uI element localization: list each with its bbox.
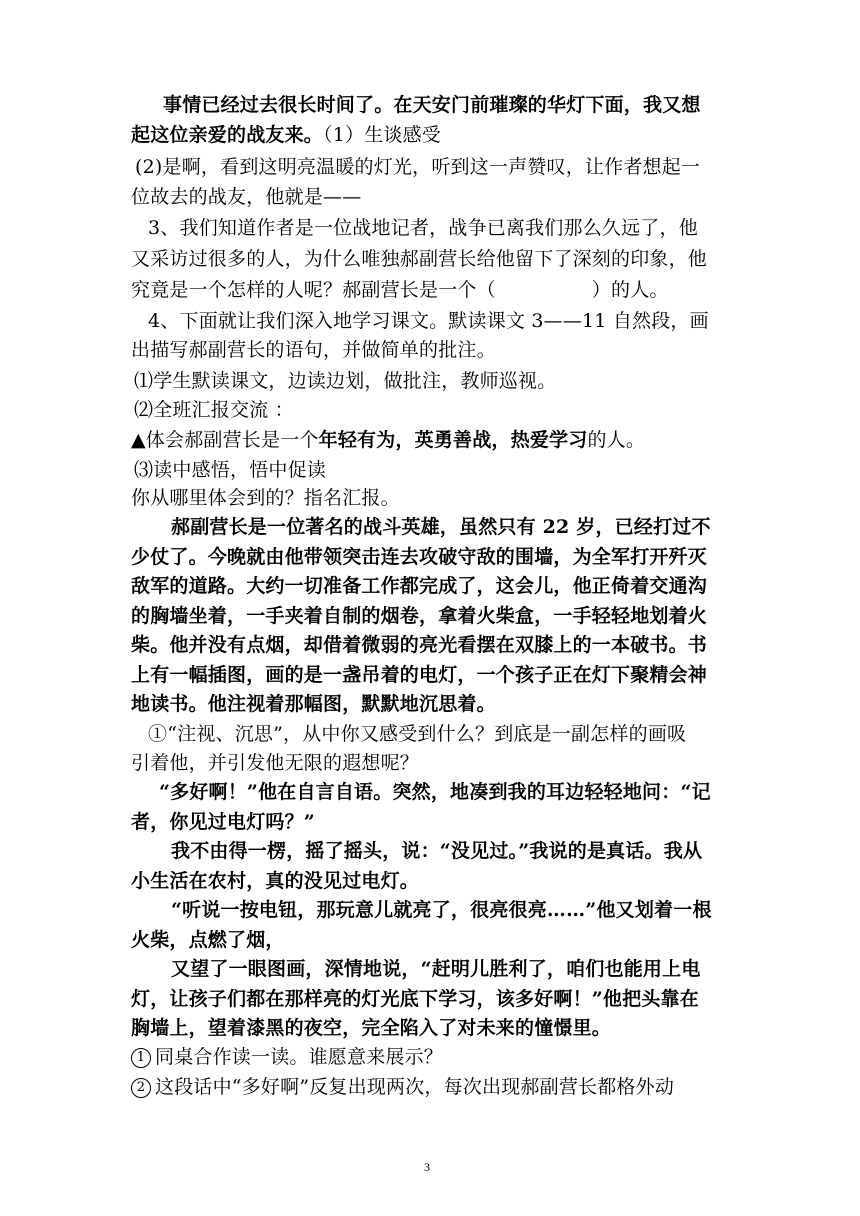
circled-number-marker: 1 xyxy=(131,1048,151,1068)
text-run: 出描写郝副营长的语句，并做简单的批注。 xyxy=(131,339,496,361)
bold-text-run: 又望了一眼图画，深情地说，“赶明儿胜利了，咱们也能用上电 xyxy=(171,958,701,980)
text-run: 究竟是一个怎样的人呢？郝副营长是一个（ ）的人。 xyxy=(131,279,669,301)
bold-text-run: 地读书。他注视着那幅图，默默地沉思着。 xyxy=(131,693,496,715)
text-line xyxy=(131,1042,443,1072)
bold-text-run: 火柴，点燃了烟， xyxy=(131,929,285,951)
page-number: 3 xyxy=(424,1160,430,1174)
text-line xyxy=(131,925,285,955)
text-run: 又采访过很多的人，为什么唯独郝副营长给他留下了深刻的印象，他 xyxy=(131,248,708,270)
text-run: 这段话中“多好啊”反复出现两次，每次出现郝副营长都格外动 xyxy=(155,1076,675,1098)
text-line xyxy=(131,660,707,690)
text-line xyxy=(131,275,669,305)
bold-text-run: 柴。他并没有点烟，却借着微弱的亮光看摆在双膝上的一本破书。书 xyxy=(131,634,708,656)
bold-text-run: 郝副营长是一位著名的战斗英雄，虽然只有 22 岁，已经打过不 xyxy=(171,516,711,538)
text-line xyxy=(131,335,496,365)
bold-text-run: 胸墙上，望着漆黑的夜空，完全陷入了对未来的憧憬里。 xyxy=(131,1017,612,1039)
bold-text-run: 灯，让孩子们都在那样亮的灯光底下学习，该多好啊！”他把头靠在 xyxy=(131,988,699,1010)
text-line xyxy=(131,120,441,150)
bold-text-run: 少仗了。今晚就由他带领突击连去攻破守敌的围墙，为全军打开歼灭 xyxy=(131,546,708,568)
text-line xyxy=(171,512,711,542)
text-line xyxy=(171,954,701,984)
text-line xyxy=(148,306,709,336)
text-line xyxy=(131,244,707,274)
text-run: 你从哪里体会到的？指名汇报。 xyxy=(131,487,400,509)
text-line xyxy=(131,866,419,896)
bold-text-run: 上有一幅插图，画的是一盏吊着的电灯，一个孩子正在灯下聚精会神 xyxy=(131,664,708,686)
bold-text-run: 年轻有为，英勇善战，热爱学习 xyxy=(318,429,588,451)
bold-text-run: 者，你见过电灯吗？” xyxy=(131,811,315,833)
text-line xyxy=(131,1013,611,1043)
text-line xyxy=(131,601,707,631)
text-line xyxy=(171,895,712,925)
bold-text-run: “多好啊！”他在自言自语。突然，地凑到我的耳边轻轻地问：“记 xyxy=(159,781,711,803)
text-line xyxy=(131,689,496,719)
bold-text-run: 的胸墙坐着，一手夹着自制的烟卷，拿着火柴盒，一手轻轻地划着火 xyxy=(131,605,708,627)
text-line xyxy=(159,777,711,807)
circled-number-marker: 2 xyxy=(131,1078,151,1098)
text-line xyxy=(131,425,645,455)
text-line xyxy=(131,984,699,1014)
text-line xyxy=(148,719,686,749)
text-line xyxy=(163,90,701,120)
text-line xyxy=(131,807,315,837)
text-run: 的人。 xyxy=(587,429,646,451)
text-run: ⑶读中感悟，悟中促读 xyxy=(134,459,327,481)
bold-text-run: 我不由得一楞，摇了摇头，说：“没见过。”我说的是真话。我从 xyxy=(171,840,703,862)
text-run: 位故去的战友，他就是—— xyxy=(131,186,362,208)
text-line xyxy=(148,213,698,243)
text-line xyxy=(134,366,556,396)
text-line xyxy=(131,630,707,660)
text-line xyxy=(135,152,700,182)
text-run: 同桌合作读一读。谁愿意来展示？ xyxy=(155,1046,444,1068)
text-line xyxy=(131,1072,674,1102)
text-run: ⑴学生默读课文，边读边划，做批注，教师巡视。 xyxy=(134,370,557,392)
text-run: ▲体会郝副营长是一个 xyxy=(131,429,319,451)
text-run: 引着他，并引发他无限的遐想呢？ xyxy=(131,752,420,774)
text-run: 4、下面就让我们深入地学习课文。默读课文 3——11 自然段，画 xyxy=(148,310,709,332)
text-line xyxy=(131,542,707,572)
text-run: ⑵全班汇报交流 ： xyxy=(134,399,294,421)
bold-text-run: 敌军的道路。大约一切准备工作都完成了，这会儿，他正倚着交通沟 xyxy=(131,575,708,597)
bold-text-run: 起这位亲爱的战友来。 xyxy=(131,124,324,146)
text-line xyxy=(171,836,702,866)
text-line xyxy=(131,483,400,513)
text-line xyxy=(131,748,419,778)
text-line xyxy=(131,571,707,601)
bold-text-run: 事情已经过去很长时间了。在天安门前璀璨的华灯下面，我又想 xyxy=(163,94,701,116)
text-run: ①“注视、沉思”，从中你又感受到什么？到底是一副怎样的画吸 xyxy=(148,723,687,745)
bold-text-run: 小生活在农村，真的没见过电灯。 xyxy=(131,870,420,892)
text-line xyxy=(131,182,361,212)
text-run: (2)是啊，看到这明亮温暖的灯光，听到这一声赞叹，让作者想起一 xyxy=(135,156,701,178)
text-run: （1）生谈感受 xyxy=(323,124,442,146)
text-line xyxy=(134,395,294,425)
text-line xyxy=(134,455,326,485)
bold-text-run: “听说一按电钮，那玩意儿就亮了，很亮很亮……”他又划着一根 xyxy=(171,899,712,921)
text-run: 3、我们知道作者是一位战地记者，战争已离我们那么久远了，他 xyxy=(148,217,698,239)
